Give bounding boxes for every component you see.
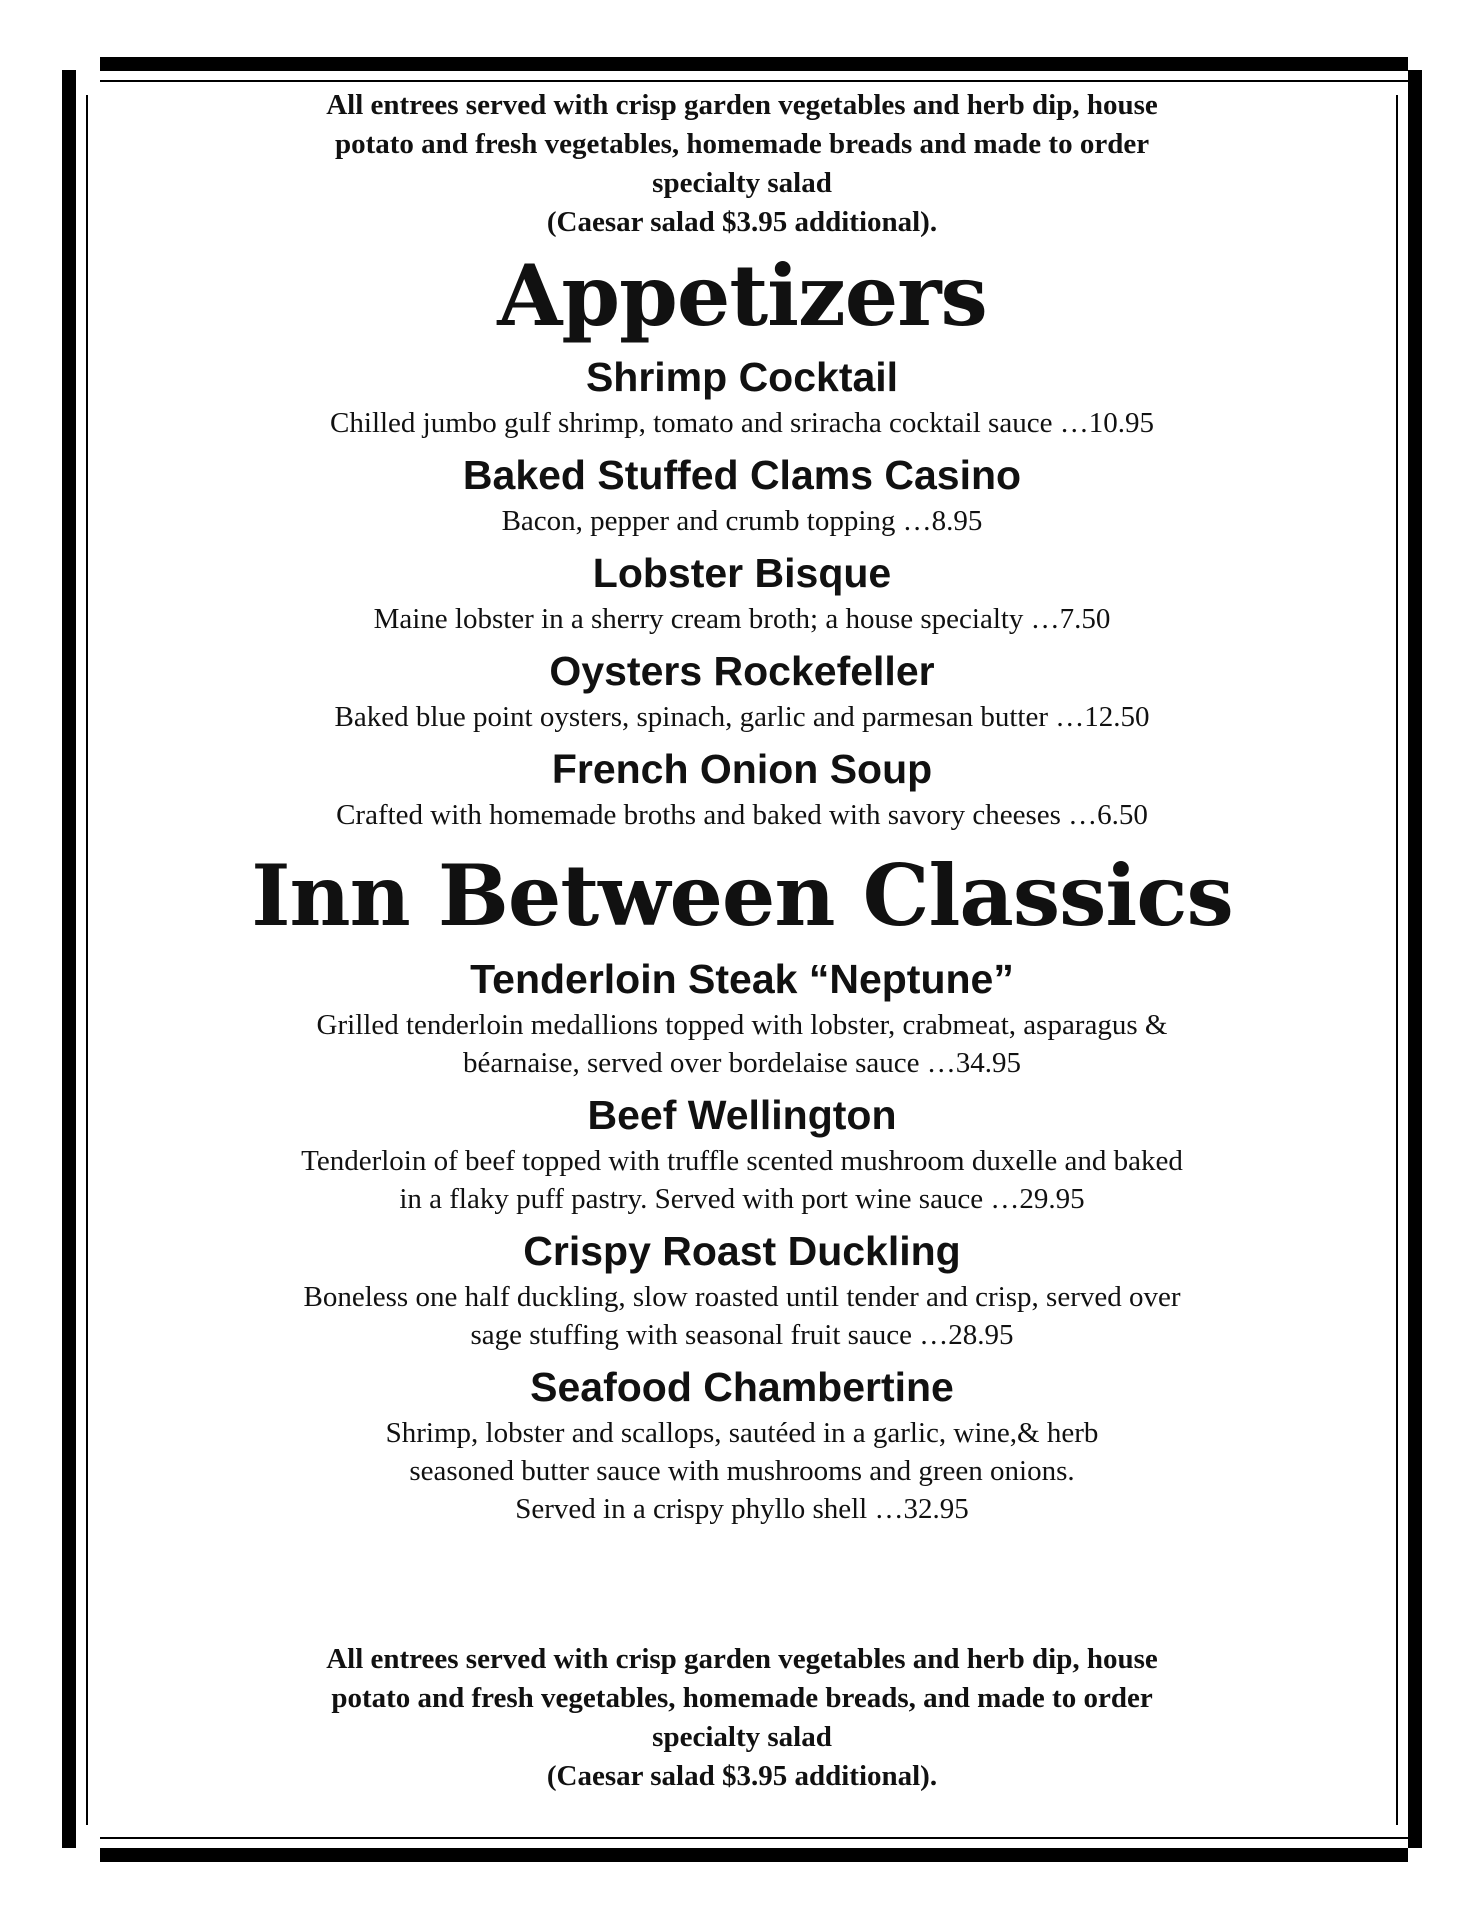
bottom-note-line: All entrees served with crisp garden vegetables and herb dip, house [326,1643,1158,1675]
frame-right-bar [1408,70,1422,1848]
menu-item-description-line: seasoned butter sauce with mushrooms and green onions. [409,1455,1075,1487]
frame-inner-top-rule [100,80,1408,82]
menu-item-description-line: Boneless one half duckling, slow roasted until tender and crisp, served over [303,1281,1181,1313]
appetizers-heading: Appetizers [497,246,987,345]
menu-item-description-line: Crafted with homemade broths and baked with savory cheeses …6.50 [336,799,1148,831]
menu-item-name: Beef Wellington [587,1092,897,1138]
menu-item-name: Crispy Roast Duckling [523,1228,961,1274]
frame-inner-bottom-rule [100,1837,1408,1839]
top-note [100,86,1384,242]
classics-section [100,840,1384,1528]
menu-item-description-line: Tenderloin of beef topped with truffle scented mushroom duxelle and baked [301,1145,1183,1177]
menu-item-description-line: Grilled tenderloin medallions topped with lobster, crabmeat, asparagus & [316,1009,1168,1041]
menu-item-description [100,1006,1384,1082]
menu-item-description [100,1142,1384,1218]
menu-item-name: Oysters Rockefeller [549,648,935,694]
menu-item-name: Lobster Bisque [592,550,892,596]
frame-top-bar [100,57,1408,71]
menu-item-name: Baked Stuffed Clams Casino [462,452,1022,498]
bottom-note-container [100,1640,1384,1796]
frame-left-bar [62,70,76,1848]
menu-item-name: Seafood Chambertine [530,1364,954,1410]
menu-item-description-line: béarnaise, served over bordelaise sauce …34.95 [462,1047,1022,1079]
menu-item-description-line: Baked blue point oysters, spinach, garlic and parmesan butter …12.50 [334,701,1150,733]
menu-item-description-line: Maine lobster in a sherry cream broth; a house specialty …7.50 [373,603,1111,635]
menu-item-description [100,1414,1384,1528]
appetizers-section [100,242,1384,834]
top-note-line: specialty salad [652,167,832,199]
menu-item-description [100,796,1384,834]
menu-item-description [100,502,1384,540]
menu-item-name: Shrimp Cocktail [585,354,899,400]
menu-content [100,86,1384,1534]
menu-item-description [100,1278,1384,1354]
top-note-line: potato and fresh vegetables, homemade breads and made to order [334,128,1150,160]
menu-item-description-line: Served in a crispy phyllo shell …32.95 [515,1493,969,1525]
frame-bottom-bar [100,1848,1408,1862]
menu-item-description [100,404,1384,442]
classics-heading: Inn Between Classics [251,846,1233,945]
menu-item-name: Tenderloin Steak “Neptune” [470,956,1014,1002]
bottom-note [100,1640,1384,1796]
menu-item-description-line: in a flaky puff pastry. Served with port wine sauce …29.95 [399,1183,1085,1215]
menu-item-description [100,600,1384,638]
menu-item-name: French Onion Soup [551,746,933,792]
bottom-note-line: specialty salad [652,1721,832,1753]
menu-item-description-line: Shrimp, lobster and scallops, sautéed in a garlic, wine,& herb [385,1417,1099,1449]
menu-item-description [100,698,1384,736]
bottom-note-line: potato and fresh vegetables, homemade breads, and made to order [331,1682,1153,1714]
frame-inner-right-rule [1396,95,1398,1825]
menu-item-description-line: sage stuffing with seasonal fruit sauce …28.95 [470,1319,1014,1351]
bottom-note-line: (Caesar salad $3.95 additional). [546,1760,938,1792]
top-note-line: All entrees served with crisp garden vegetables and herb dip, house [326,89,1158,121]
frame-inner-left-rule [86,95,88,1825]
menu-item-description-line: Bacon, pepper and crumb topping …8.95 [501,505,983,537]
top-note-line: (Caesar salad $3.95 additional). [546,206,938,238]
menu-item-description-line: Chilled jumbo gulf shrimp, tomato and sriracha cocktail sauce …10.95 [330,407,1154,439]
